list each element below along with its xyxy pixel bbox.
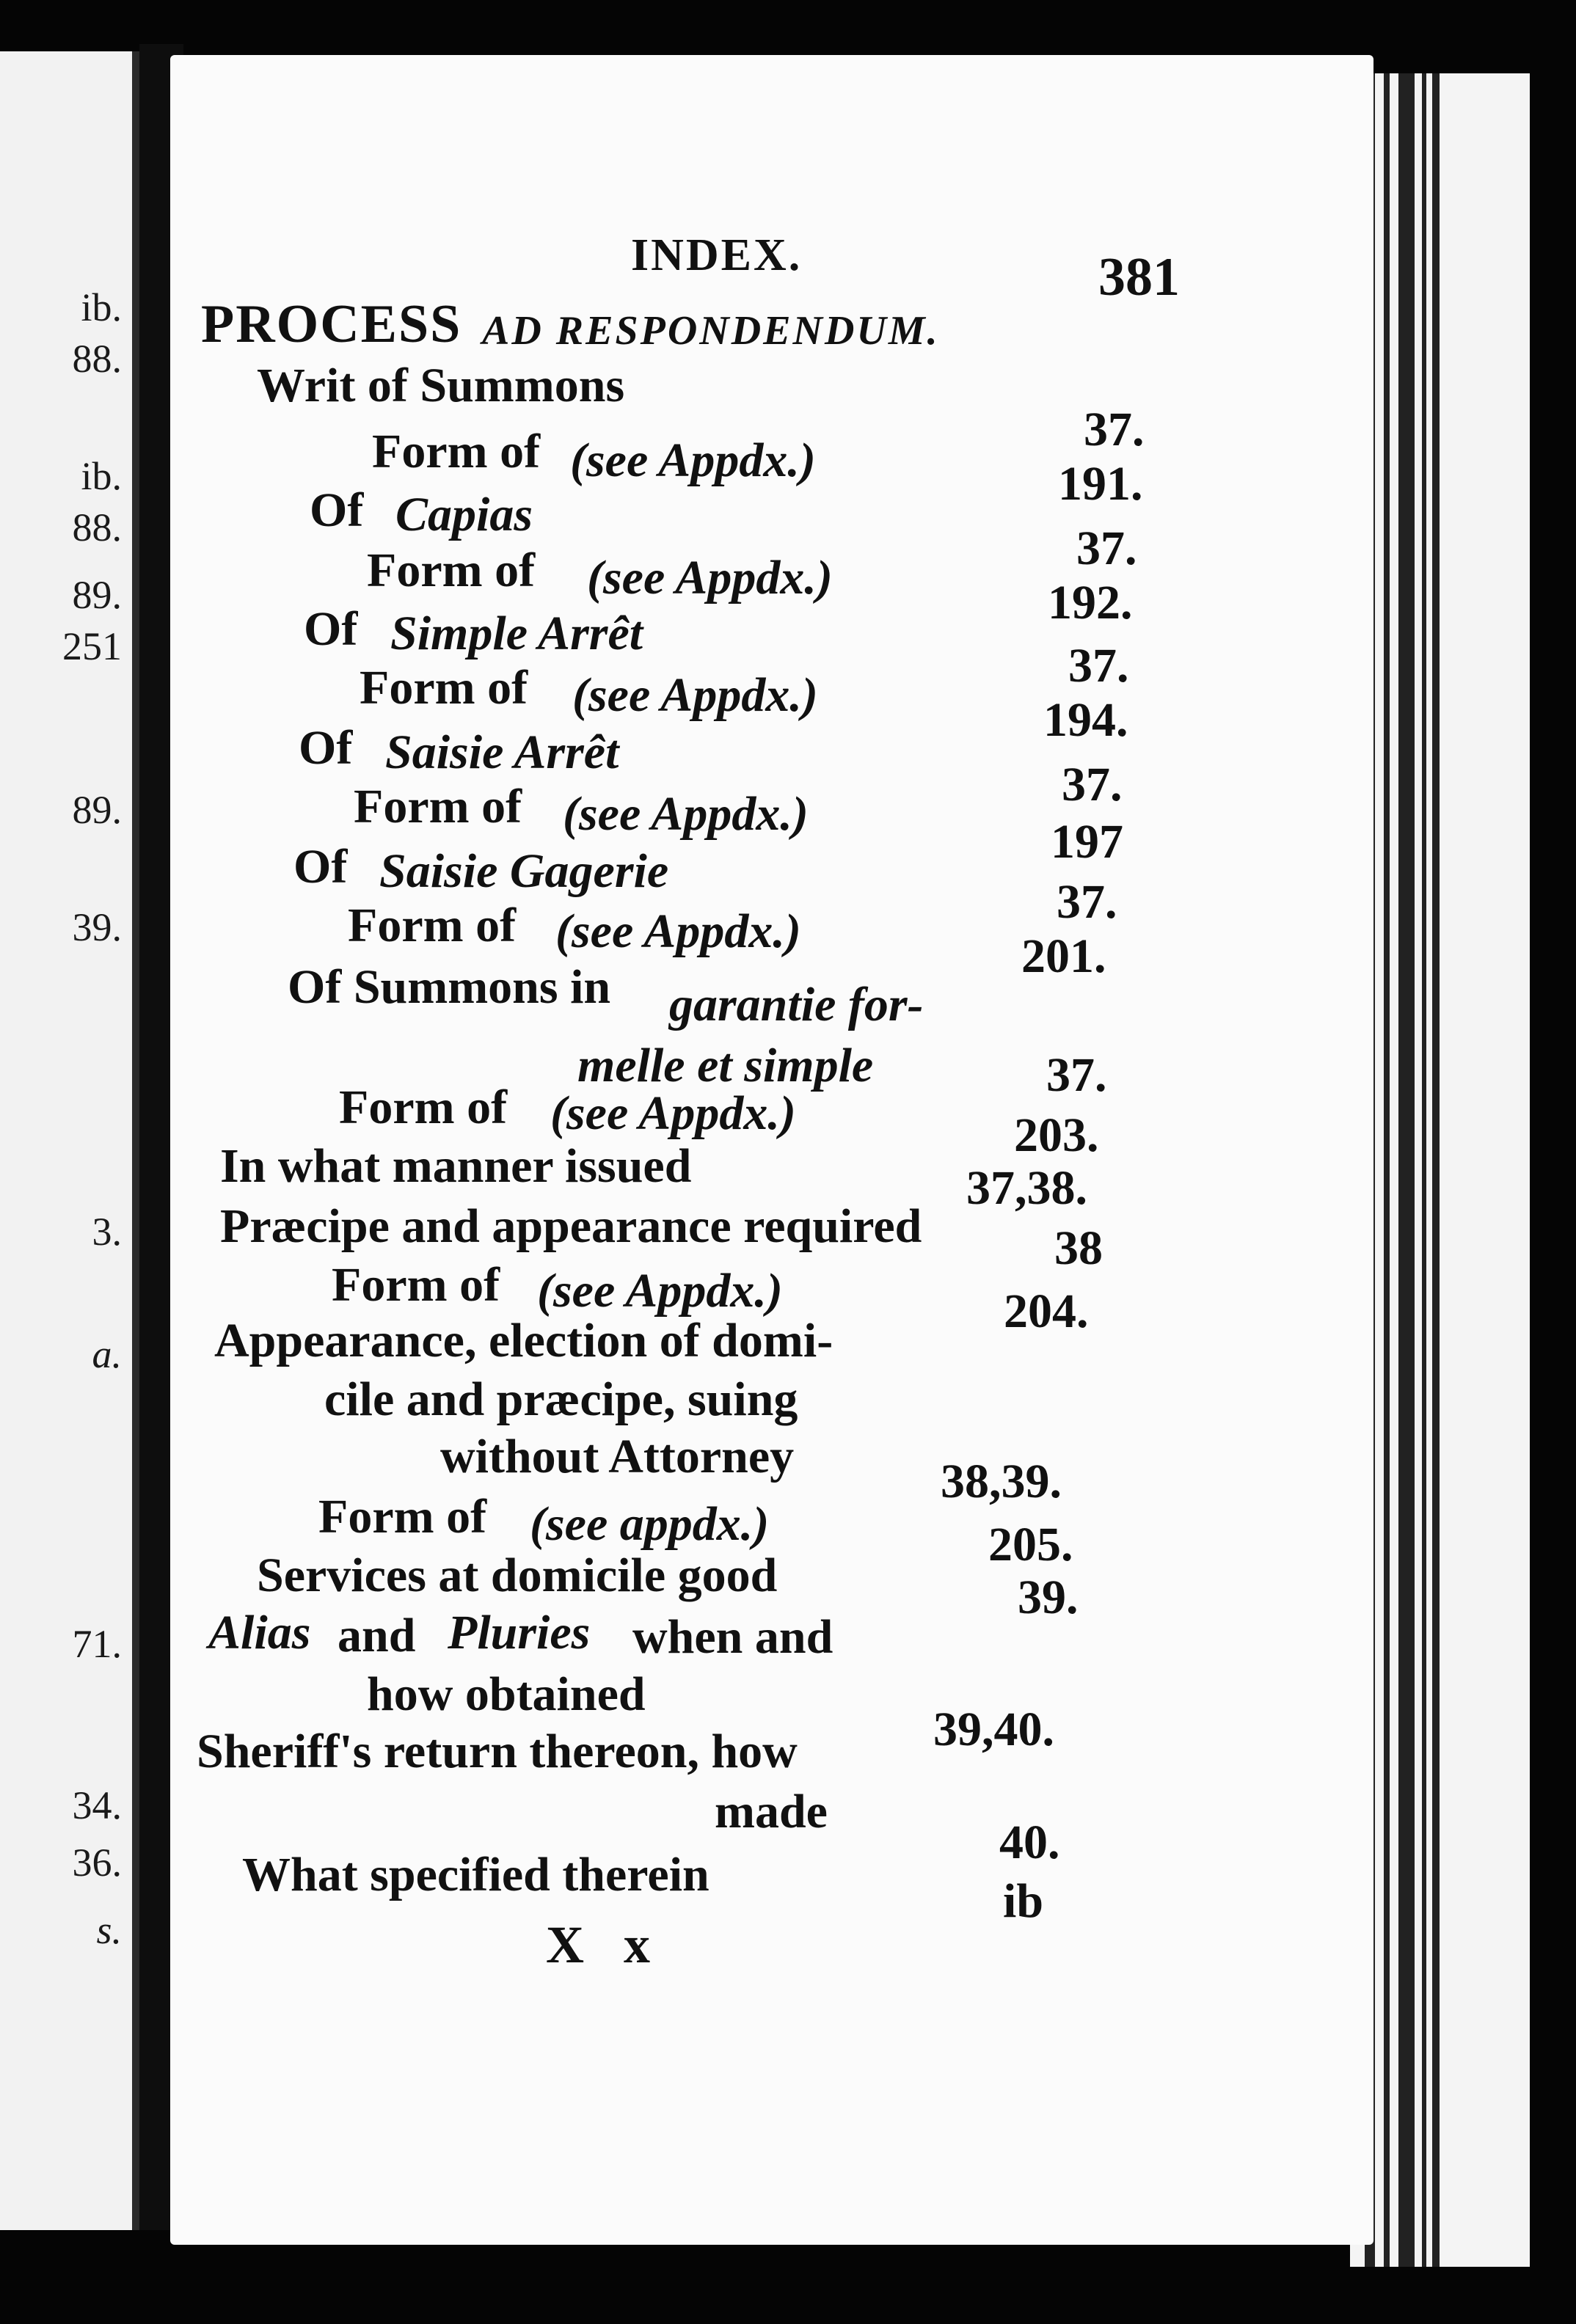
index-entry: Form of xyxy=(348,899,517,952)
page-ref: 39. xyxy=(1018,1571,1079,1624)
left-page-number: 71. xyxy=(72,1622,122,1666)
index-entry-italic: Saisie Arrêt xyxy=(385,726,619,779)
page-ref: 203. xyxy=(1014,1108,1099,1162)
index-entry: Of xyxy=(310,483,364,537)
index-entry-italic: (see Appdx.) xyxy=(572,668,818,722)
index-entry-continuation: cile and præcipe, suing xyxy=(324,1373,798,1426)
page-ref: 192. xyxy=(1048,576,1133,629)
page-ref: 37. xyxy=(1068,639,1129,693)
index-entry: Form of xyxy=(372,425,541,478)
index-entry-italic: (see Appdx.) xyxy=(563,787,809,841)
page-ref: 37. xyxy=(1076,522,1137,575)
index-entry: and xyxy=(338,1609,416,1662)
index-entry: Writ of Summons xyxy=(257,359,625,412)
page-ref: ib xyxy=(1003,1874,1044,1928)
index-entry: Form of xyxy=(367,544,536,597)
page-ref: 197 xyxy=(1051,815,1123,869)
index-entry: Of xyxy=(293,840,348,894)
index-entry: Form of xyxy=(339,1081,508,1134)
left-page-number: 36. xyxy=(72,1841,122,1885)
index-entry-italic: Simple Arrêt xyxy=(390,607,643,660)
index-entry-italic: (see Appdx.) xyxy=(570,434,816,487)
index-entry-continuation: without Attorney xyxy=(440,1430,795,1483)
index-entry: Of Summons in xyxy=(288,960,611,1014)
page-ref: 205. xyxy=(988,1518,1073,1571)
left-page-fragment xyxy=(0,51,139,2230)
left-page-number: 89. xyxy=(72,788,122,832)
index-entry: Form of xyxy=(332,1258,500,1312)
page-ref: 38,39. xyxy=(941,1455,1062,1508)
index-entry-italic: (see Appdx.) xyxy=(555,905,801,958)
left-page-number: 88. xyxy=(72,337,122,381)
page-ref: 37. xyxy=(1057,875,1117,929)
index-entry: Appearance, election of domi- xyxy=(214,1314,833,1367)
page-ref: 37. xyxy=(1084,403,1145,456)
index-entry: What specified therein xyxy=(242,1848,709,1901)
index-entry: Form of xyxy=(354,780,522,833)
index-entry: In what manner issued xyxy=(220,1139,692,1193)
index-entry: Of xyxy=(299,721,353,775)
index-entry-italic: Capias xyxy=(395,488,533,541)
index-page xyxy=(170,55,1373,2245)
page-ref: 191. xyxy=(1058,457,1143,511)
page-ref: 201. xyxy=(1021,929,1106,983)
index-entry: Form of xyxy=(360,661,528,715)
page-number: 381 xyxy=(1098,247,1180,307)
index-entry-italic: (see Appdx.) xyxy=(537,1264,783,1318)
index-entry: when and xyxy=(632,1610,833,1664)
page-ref: 37. xyxy=(1046,1048,1107,1102)
index-entry-continuation: how obtained xyxy=(367,1667,646,1721)
running-title: INDEX. xyxy=(631,230,803,280)
page-ref: 37. xyxy=(1062,758,1123,811)
page-edges xyxy=(1350,73,1530,2267)
signature-mark: X x xyxy=(546,1915,663,1974)
index-entry: Services at domicile good xyxy=(257,1549,778,1602)
left-page-number: 39. xyxy=(72,905,122,949)
page-ref: 204. xyxy=(1004,1285,1089,1338)
index-entry-italic: Alias xyxy=(208,1606,311,1659)
index-entry-italic: (see Appdx.) xyxy=(587,551,833,604)
left-page-number: ib. xyxy=(81,454,122,498)
section-subheading: AD RESPONDENDUM. xyxy=(482,308,940,354)
left-page-number: 89. xyxy=(72,573,122,617)
index-entry-italic: garantie for- xyxy=(669,978,924,1031)
index-entry: Sheriff's return thereon, how xyxy=(197,1725,798,1778)
index-entry: Form of xyxy=(318,1490,487,1543)
left-page-number: s. xyxy=(96,1908,122,1952)
page-ref: 39,40. xyxy=(933,1703,1054,1756)
left-page-number: 34. xyxy=(72,1783,122,1827)
index-entry-italic: (see appdx.) xyxy=(530,1497,770,1551)
left-page-number: 88. xyxy=(72,505,122,549)
index-entry-italic: (see Appdx.) xyxy=(550,1086,796,1140)
index-entry-italic: Saisie Gagerie xyxy=(379,844,669,898)
left-page-number: 3. xyxy=(92,1210,122,1254)
left-page-number: ib. xyxy=(81,285,122,329)
index-entry: Præcipe and appearance required xyxy=(220,1199,922,1253)
page-ref: 37,38. xyxy=(966,1161,1087,1215)
left-page-number: 251 xyxy=(62,624,122,668)
section-heading: PROCESS xyxy=(201,294,462,354)
index-entry: Of xyxy=(304,602,358,656)
left-page-number: a. xyxy=(92,1332,122,1376)
page-ref: 194. xyxy=(1043,693,1128,747)
index-entry-continuation: made xyxy=(715,1785,828,1838)
index-entry-italic: Pluries xyxy=(448,1606,591,1659)
index-entry-italic: melle et simple xyxy=(577,1039,874,1092)
page-ref: 38 xyxy=(1054,1221,1103,1275)
page-ref: 40. xyxy=(999,1816,1060,1869)
